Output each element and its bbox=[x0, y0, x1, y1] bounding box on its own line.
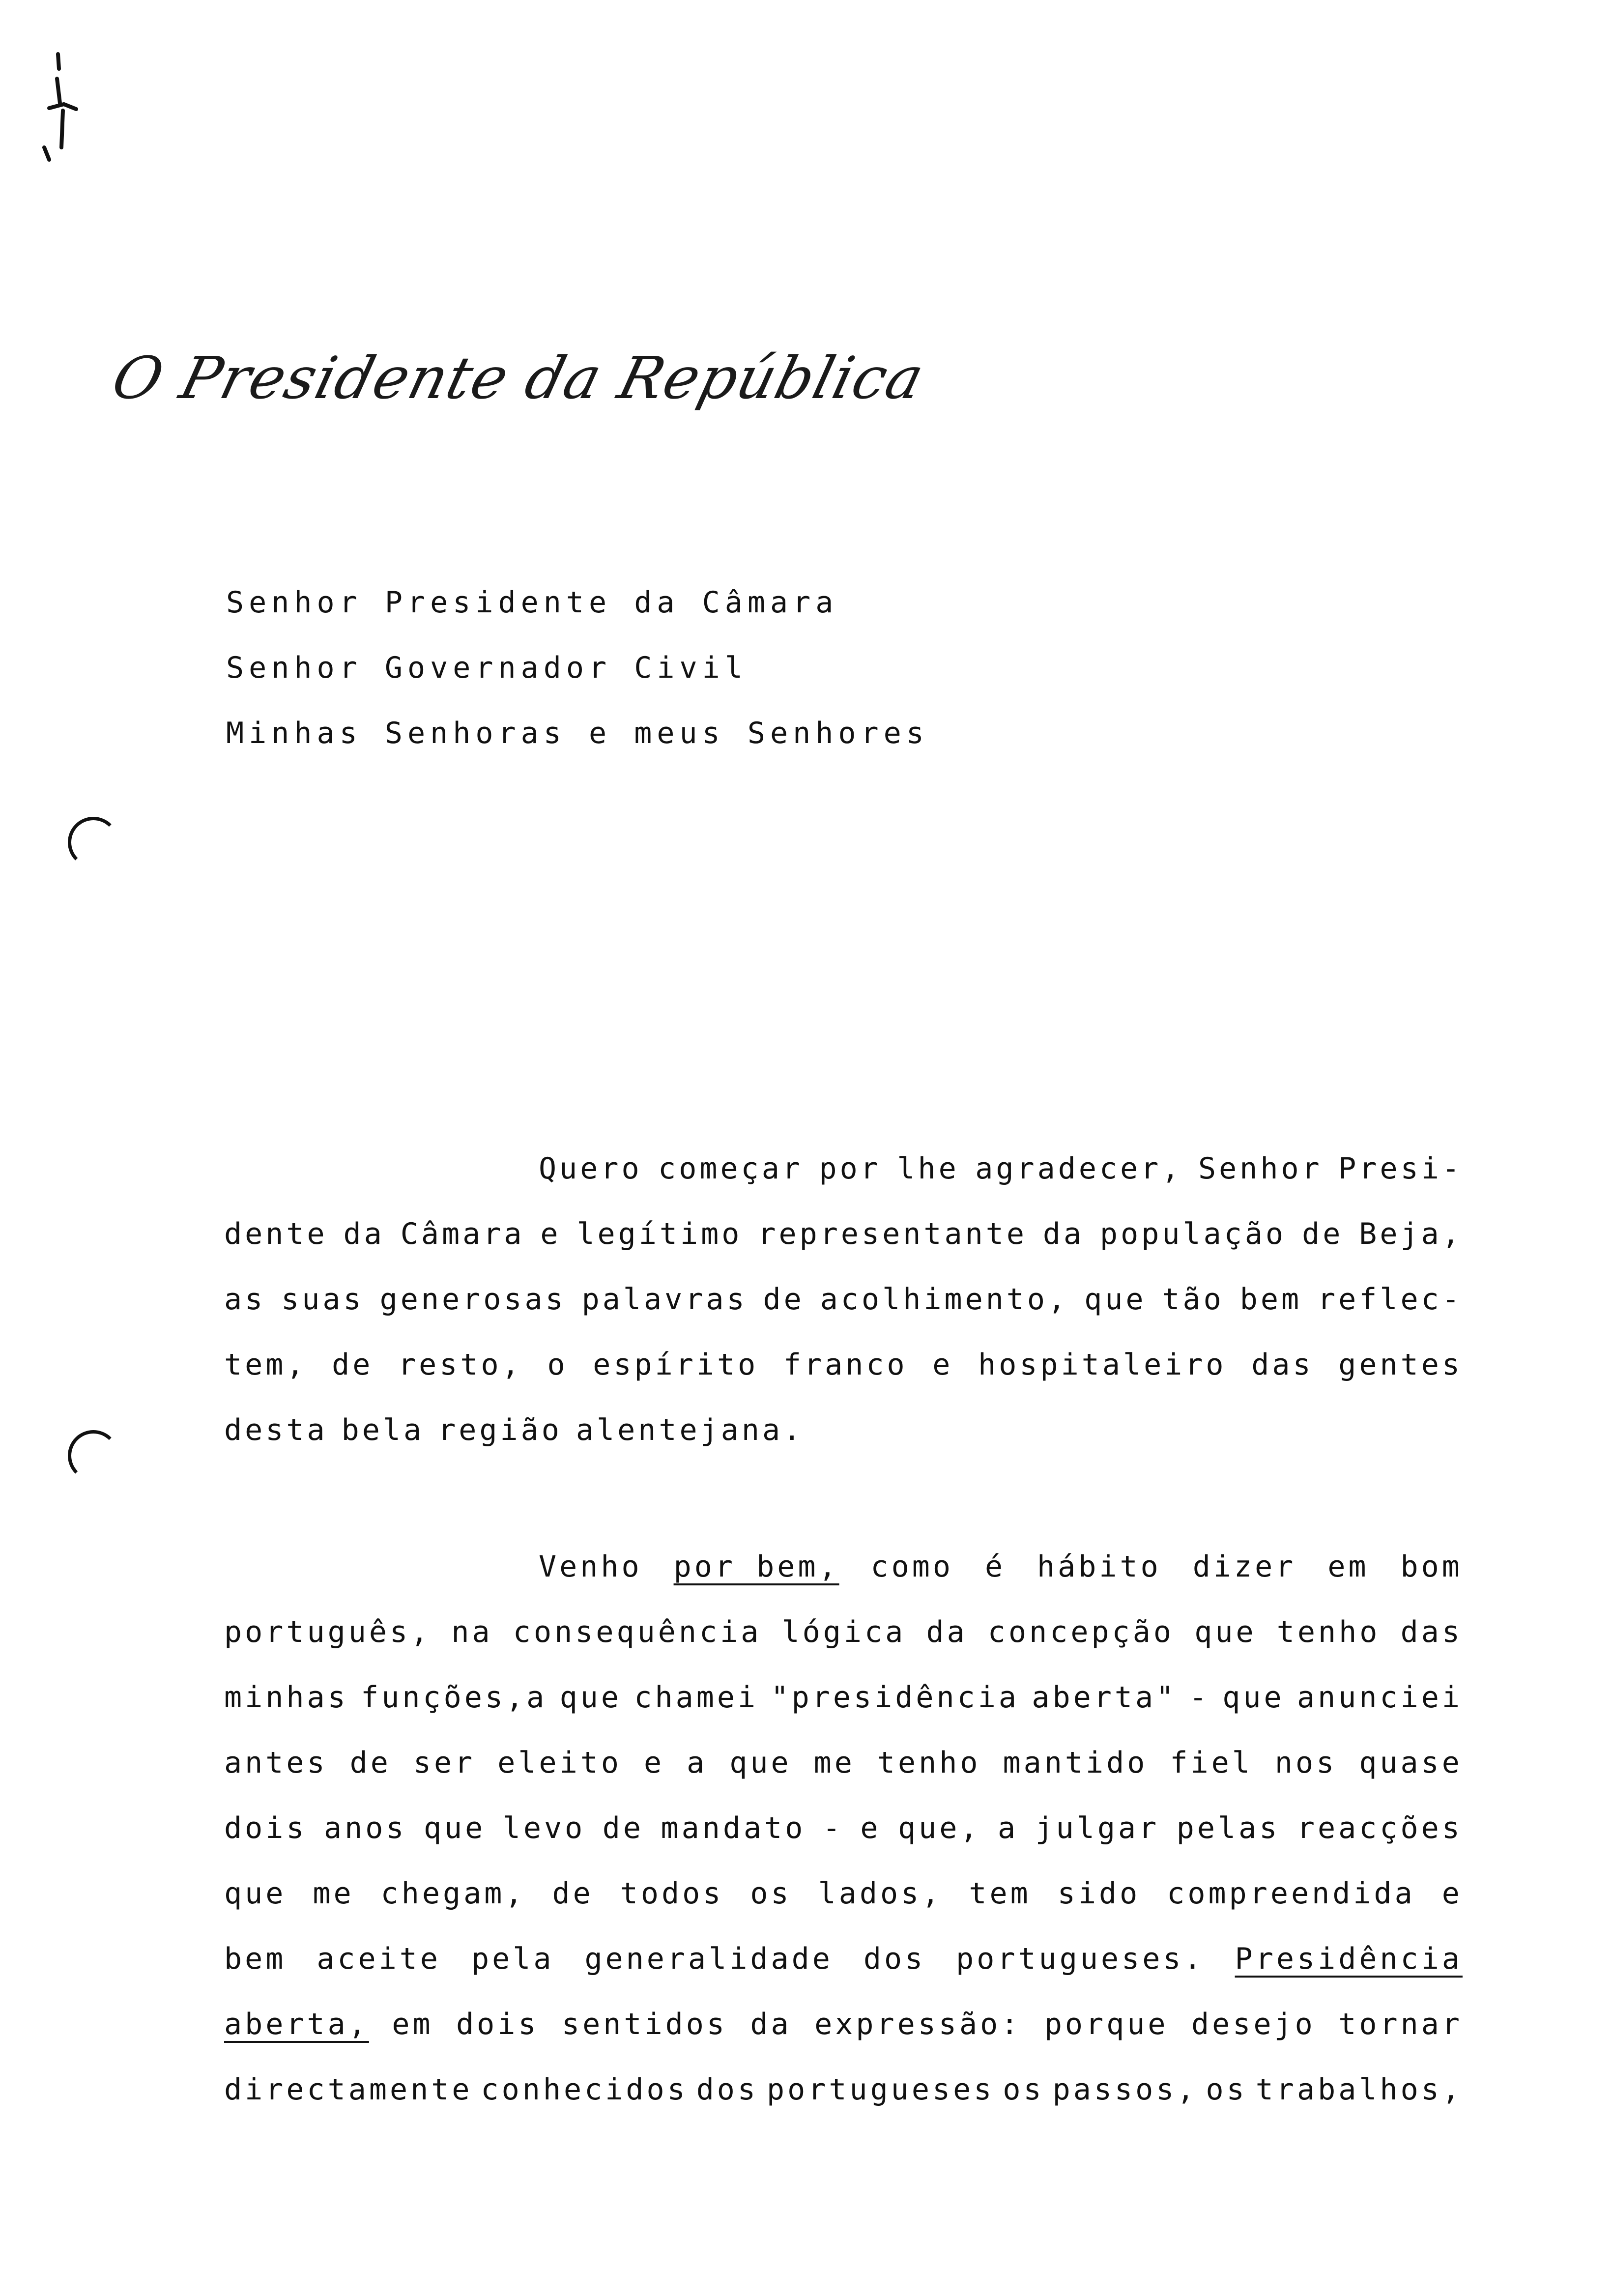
word: acolhimento, bbox=[820, 1282, 1069, 1317]
word: Quero bbox=[539, 1151, 642, 1186]
word: passos, bbox=[1052, 2072, 1198, 2107]
word: em bbox=[392, 2007, 433, 2041]
underlined-phrase: por bem, bbox=[673, 1550, 839, 1584]
word: me bbox=[813, 1746, 855, 1780]
word: julgar bbox=[1035, 1811, 1160, 1845]
word: nos bbox=[1274, 1746, 1337, 1780]
word: chegam, bbox=[380, 1876, 526, 1911]
text-line bbox=[224, 1398, 1463, 1463]
word: franco bbox=[783, 1348, 908, 1382]
word: região bbox=[438, 1413, 562, 1447]
word: da bbox=[343, 1217, 385, 1251]
word: de bbox=[332, 1348, 374, 1382]
handwritten-corner-mark bbox=[34, 49, 88, 167]
word: lógica bbox=[781, 1615, 906, 1649]
word: quase bbox=[1359, 1746, 1463, 1780]
hole-punch-mark bbox=[57, 806, 129, 878]
text-line bbox=[224, 1600, 1463, 1665]
word: dos bbox=[696, 2072, 759, 2107]
word: que bbox=[224, 1876, 287, 1911]
salutation-block bbox=[226, 570, 929, 766]
text-line bbox=[224, 1992, 1463, 2057]
word: Senhor bbox=[1198, 1151, 1323, 1186]
word: os bbox=[750, 1876, 792, 1911]
word: que bbox=[1222, 1680, 1285, 1715]
word: de bbox=[349, 1746, 391, 1780]
word: tenho bbox=[877, 1746, 981, 1780]
word: das bbox=[1400, 1615, 1463, 1649]
word: por bbox=[819, 1151, 881, 1186]
word: ser bbox=[413, 1746, 476, 1780]
word: concepção bbox=[987, 1615, 1175, 1649]
word: suas bbox=[281, 1282, 364, 1317]
word: começar bbox=[658, 1151, 803, 1186]
word: desta bbox=[224, 1413, 328, 1447]
letterhead-title: O Presidente da República bbox=[106, 344, 931, 412]
word: expressão: bbox=[814, 2007, 1022, 2041]
word: Presi- bbox=[1338, 1151, 1463, 1186]
word: de bbox=[763, 1282, 805, 1317]
word: português, bbox=[224, 1615, 432, 1649]
paragraph-1 bbox=[224, 1136, 1463, 1463]
word: que, bbox=[898, 1811, 981, 1845]
word: dos bbox=[863, 1942, 926, 1976]
word: na bbox=[451, 1615, 493, 1649]
word: que bbox=[729, 1746, 792, 1780]
word: aceite bbox=[317, 1942, 441, 1976]
text-line bbox=[224, 1665, 1463, 1730]
word: Venho bbox=[539, 1550, 642, 1584]
word: eleito bbox=[497, 1746, 622, 1780]
text-line bbox=[224, 1926, 1463, 1992]
word: hospitaleiro bbox=[978, 1348, 1227, 1382]
word: "presidência bbox=[771, 1680, 1020, 1715]
word: de bbox=[602, 1811, 644, 1845]
word: generalidade bbox=[584, 1942, 833, 1976]
word: - bbox=[1189, 1680, 1210, 1715]
word: tem bbox=[969, 1876, 1031, 1911]
word: dente bbox=[224, 1217, 328, 1251]
word: pelas bbox=[1176, 1811, 1280, 1845]
word: todos bbox=[620, 1876, 724, 1911]
salutation-line: Senhor Governador Civil bbox=[226, 651, 748, 685]
word: dois bbox=[224, 1811, 307, 1845]
salutation-line: Senhor Presidente da Câmara bbox=[226, 585, 838, 620]
word: que bbox=[423, 1811, 486, 1845]
word: bem bbox=[224, 1942, 287, 1976]
word: palavras bbox=[581, 1282, 748, 1317]
word: me bbox=[313, 1876, 354, 1911]
word: bem bbox=[1239, 1282, 1302, 1317]
word: pela bbox=[471, 1942, 554, 1976]
word: reacções bbox=[1296, 1811, 1463, 1845]
text-line bbox=[224, 1267, 1463, 1332]
word: lados, bbox=[818, 1876, 943, 1911]
word: bom bbox=[1400, 1550, 1463, 1584]
word: minhas bbox=[224, 1680, 348, 1715]
word: porque bbox=[1044, 2007, 1169, 2041]
word: da bbox=[926, 1615, 968, 1649]
word: tão bbox=[1162, 1282, 1224, 1317]
word: bela bbox=[341, 1413, 425, 1447]
text-line bbox=[224, 2057, 1463, 2123]
word: levo bbox=[502, 1811, 586, 1845]
word: Câmara bbox=[400, 1217, 525, 1251]
word: representante bbox=[758, 1217, 1027, 1251]
word: a bbox=[997, 1811, 1019, 1845]
word: directamente bbox=[224, 2072, 473, 2107]
text-line bbox=[224, 1730, 1463, 1796]
word: da bbox=[1042, 1217, 1085, 1251]
word: como bbox=[870, 1550, 954, 1584]
word: hábito bbox=[1037, 1550, 1161, 1584]
word: tem, bbox=[224, 1348, 307, 1382]
word: legítimo bbox=[576, 1217, 743, 1251]
word: e bbox=[644, 1746, 665, 1780]
word: a bbox=[687, 1746, 708, 1780]
text-line bbox=[224, 1136, 1463, 1202]
word: das bbox=[1251, 1348, 1314, 1382]
word: conhecidos bbox=[481, 2072, 688, 2107]
word: fiel bbox=[1170, 1746, 1253, 1780]
word: em bbox=[1327, 1550, 1369, 1584]
text-line bbox=[224, 1332, 1463, 1398]
word: sido bbox=[1057, 1876, 1141, 1911]
paragraph-2 bbox=[224, 1534, 1463, 2123]
word: chamei bbox=[634, 1680, 759, 1715]
word: e bbox=[860, 1811, 881, 1845]
word: mandato bbox=[661, 1811, 806, 1845]
word: trabalhos, bbox=[1255, 2072, 1463, 2107]
word: e bbox=[540, 1217, 561, 1251]
word: de bbox=[552, 1876, 594, 1911]
word: dois bbox=[456, 2007, 539, 2041]
word: dizer bbox=[1192, 1550, 1296, 1584]
word: que bbox=[1084, 1282, 1147, 1317]
word: que bbox=[1194, 1615, 1257, 1649]
word: as bbox=[224, 1282, 266, 1317]
text-line bbox=[224, 1796, 1463, 1861]
word: que bbox=[559, 1680, 622, 1715]
salutation-line: Minhas Senhoras e meus Senhores bbox=[226, 716, 929, 750]
word: antes bbox=[224, 1746, 328, 1780]
word: generosas bbox=[379, 1282, 566, 1317]
word: anos bbox=[323, 1811, 407, 1845]
hole-punch-mark bbox=[57, 1419, 129, 1492]
word: e bbox=[1441, 1876, 1463, 1911]
word: lhe bbox=[897, 1151, 959, 1186]
word: espírito bbox=[593, 1348, 759, 1382]
word: da bbox=[750, 2007, 792, 2041]
word: e bbox=[932, 1348, 953, 1382]
word: portugueses. bbox=[956, 1942, 1205, 1976]
word: os bbox=[1003, 2072, 1044, 2107]
text-line bbox=[224, 1861, 1463, 1926]
underlined-phrase: aberta, bbox=[224, 2007, 369, 2041]
word: os bbox=[1206, 2072, 1247, 2107]
word: gentes bbox=[1338, 1348, 1463, 1382]
word: portugueses bbox=[767, 2072, 995, 2107]
word: população bbox=[1100, 1217, 1287, 1251]
word: mantido bbox=[1003, 1746, 1148, 1780]
word: tenho bbox=[1276, 1615, 1381, 1649]
word: de bbox=[1302, 1217, 1344, 1251]
word: reflec- bbox=[1318, 1282, 1463, 1317]
word: funções,a bbox=[361, 1680, 547, 1715]
word: compreendida bbox=[1167, 1876, 1415, 1911]
word: tornar bbox=[1338, 2007, 1463, 2041]
word: sentidos bbox=[561, 2007, 727, 2041]
word: anunciei bbox=[1296, 1680, 1463, 1715]
text-line bbox=[224, 1534, 1463, 1600]
word: aberta" bbox=[1032, 1680, 1177, 1715]
text-line bbox=[224, 1202, 1463, 1267]
word: é bbox=[984, 1550, 1006, 1584]
word: agradecer, bbox=[975, 1151, 1182, 1186]
word: desejo bbox=[1191, 2007, 1316, 2041]
word: consequência bbox=[513, 1615, 762, 1649]
word: resto, bbox=[398, 1348, 522, 1382]
word: Beja, bbox=[1359, 1217, 1463, 1251]
word: o bbox=[547, 1348, 568, 1382]
underlined-phrase: Presidência bbox=[1235, 1942, 1463, 1976]
word: - bbox=[822, 1811, 843, 1845]
word: alentejana. bbox=[576, 1413, 804, 1447]
